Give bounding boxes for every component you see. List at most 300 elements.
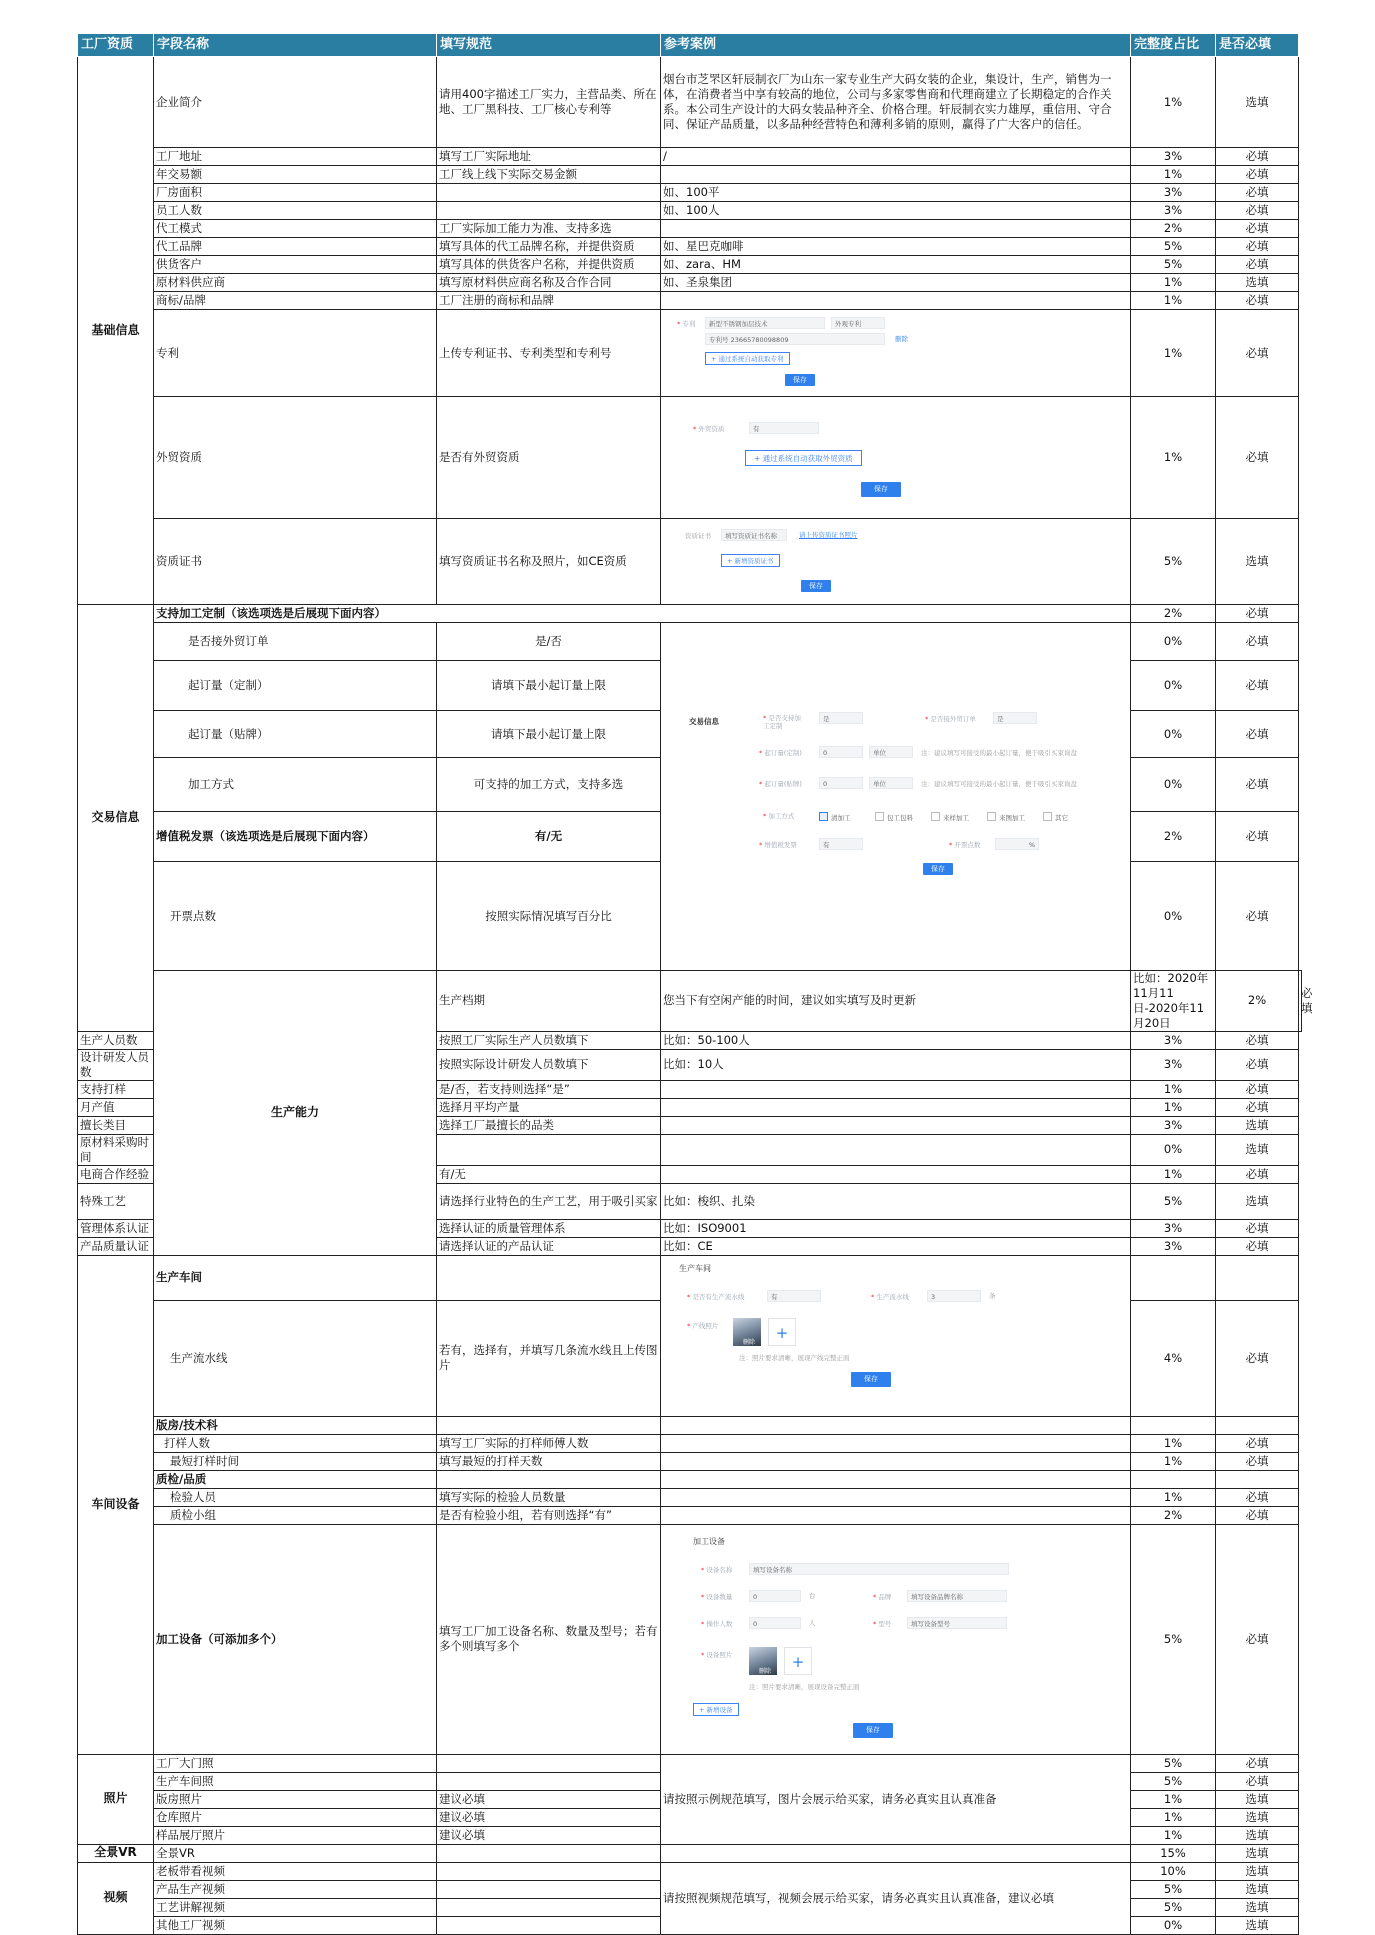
mock-label: * 型号 — [873, 1620, 891, 1628]
mock-label: * 专利 — [677, 320, 695, 328]
field-spec: 工厂线上线下实际交易金额 — [437, 166, 661, 184]
required-flag: 必填 — [1216, 256, 1299, 274]
required-flag: 必填 — [1216, 1506, 1299, 1524]
mock-field: 有 — [749, 422, 819, 434]
add-photo-icon[interactable]: + — [784, 1647, 812, 1675]
field-example: 如、圣泉集团 — [661, 274, 1131, 292]
mock-label: * 设备名称 — [701, 1566, 732, 1574]
required-flag: 必填 — [1216, 1754, 1299, 1772]
table-row — [78, 605, 1302, 623]
field-spec: 建议必填 — [437, 1808, 661, 1826]
header-cell: 参考案例 — [661, 34, 1131, 57]
field-name: 原材料采购时间 — [78, 1134, 154, 1165]
mock-label: * 起订量(定制) — [759, 749, 802, 757]
mock-note: 注：照片要求清晰，展现设备完整正面 — [749, 1683, 860, 1691]
completeness-pct: 3% — [1131, 148, 1216, 166]
mock-label: * 是否有生产流水线 — [687, 1293, 744, 1301]
field-example — [661, 1416, 1131, 1434]
mock-title: 加工设备 — [693, 1537, 725, 1546]
field-example — [661, 1452, 1131, 1470]
field-name: 特殊工艺 — [78, 1183, 154, 1219]
add-equipment-button[interactable]: + 新增设备 — [693, 1703, 739, 1716]
required-flag: 必填 — [1216, 605, 1299, 623]
required-flag: 选填 — [1216, 1116, 1299, 1134]
mock-field: % — [995, 838, 1039, 850]
field-name: 样品展厅照片 — [154, 1826, 437, 1844]
field-example — [661, 1134, 1131, 1165]
section-label: 生产能力 — [154, 971, 437, 1256]
field-example: 比如：ISO9001 — [661, 1219, 1131, 1237]
completeness-pct: 0% — [1131, 758, 1216, 812]
required-flag: 必填 — [1216, 1772, 1299, 1790]
field-example — [661, 1098, 1131, 1116]
required-flag: 必填 — [1216, 166, 1299, 184]
save-button[interactable]: 保存 — [853, 1723, 893, 1738]
field-name: 厂房面积 — [154, 184, 437, 202]
completeness-pct: 3% — [1131, 1031, 1216, 1049]
table-row — [78, 292, 1302, 310]
field-spec: 是/否，若支持则选择“是” — [437, 1080, 661, 1098]
header-cell: 填写规范 — [437, 34, 661, 57]
table-row — [78, 1754, 1302, 1772]
table-row — [78, 971, 1302, 1032]
completeness-pct: 1% — [1131, 274, 1216, 292]
header-cell: 是否必填 — [1216, 34, 1299, 57]
field-example — [661, 1488, 1131, 1506]
field-example — [661, 1165, 1131, 1183]
completeness-pct: 1% — [1131, 166, 1216, 184]
field-name: 版房照片 — [154, 1790, 437, 1808]
field-name: 工艺讲解视频 — [154, 1898, 437, 1916]
required-flag: 必填 — [1216, 758, 1299, 812]
table-row — [78, 184, 1302, 202]
field-name: 专利 — [154, 310, 437, 397]
field-name: 老板带看视频 — [154, 1862, 437, 1880]
factory-qualification-table — [77, 33, 1313, 1935]
completeness-pct: 2% — [1131, 1506, 1216, 1524]
completeness-pct: 0% — [1131, 1916, 1216, 1934]
mock-field: 0 — [749, 1617, 801, 1629]
auto-fetch-patent-button[interactable]: + 通过系统自动获取专利 — [705, 352, 790, 365]
add-photo-icon[interactable]: + — [768, 1318, 796, 1346]
mock-label: * 起订量(贴牌) — [759, 780, 802, 788]
completeness-pct: 3% — [1131, 184, 1216, 202]
field-name: 起订量（贴牌） — [154, 711, 437, 758]
field-name: 月产值 — [78, 1098, 154, 1116]
completeness-pct: 1% — [1131, 1808, 1216, 1826]
field-example — [661, 220, 1131, 238]
field-spec: 是/否 — [437, 623, 661, 661]
delete-link[interactable]: 删除 — [895, 335, 908, 343]
field-spec — [437, 1416, 661, 1434]
required-flag: 必填 — [1216, 220, 1299, 238]
completeness-pct: 1% — [1131, 1826, 1216, 1844]
required-flag: 选填 — [1216, 1134, 1299, 1165]
table-row — [78, 1434, 1302, 1452]
field-spec: 请选择认证的产品认证 — [437, 1237, 661, 1255]
required-flag: 必填 — [1216, 1031, 1299, 1049]
field-name: 资质证书 — [154, 519, 437, 605]
required-flag: 必填 — [1216, 1452, 1299, 1470]
completeness-pct — [1131, 1470, 1216, 1488]
completeness-pct — [1131, 1255, 1216, 1300]
completeness-pct: 0% — [1131, 711, 1216, 758]
save-button[interactable]: 保存 — [923, 863, 953, 875]
field-spec: 选择认证的质量管理体系 — [437, 1219, 661, 1237]
field-spec: 按照工厂实际生产人员数填下 — [437, 1031, 661, 1049]
field-example: 比如：2020年11月11日-2020年11月20日 — [1131, 971, 1216, 1032]
processing-option-checkbox[interactable]: 来图加工 — [987, 812, 1025, 822]
processing-option-checkbox[interactable]: 来样加工 — [931, 812, 969, 822]
table-row — [78, 1862, 1302, 1880]
field-example: 烟台市芝罘区轩辰制衣厂为山东一家专业生产大码女装的企业，集设计，生产，销售为一体，在消费者当中享有较高的地位，公司与多家零售商和代理商建立了长期稳定的合作关系。本公司生产设计的大码女装品种齐全、价格合理。轩辰制衣实力雄厚，重信用、守合同、保证产品质量，以多品种经营特色和薄利多销的原则，赢得了广大客户的信任。 — [661, 57, 1131, 148]
table-row — [78, 1470, 1302, 1488]
field-spec: 按照实际设计研发人员数填下 — [437, 1049, 661, 1080]
completeness-pct: 1% — [1131, 1434, 1216, 1452]
mock-label: * 开票点数 — [949, 841, 980, 849]
mock-select: 有 — [819, 838, 863, 850]
field-example: 如、zara、HM — [661, 256, 1131, 274]
required-flag: 必填 — [1216, 1488, 1299, 1506]
header-cell: 工厂资质 — [78, 34, 154, 57]
mock-note: 注：建议填写可接受的最小起订量，便于吸引买家询盘 — [921, 779, 1077, 788]
mock-field: 填写设备品牌名称 — [907, 1590, 1007, 1602]
field-spec — [437, 1754, 661, 1772]
required-flag: 必填 — [1216, 310, 1299, 397]
field-spec: 请用400字描述工厂实力，主营品类、所在地、工厂黑科技、工厂核心专利等 — [437, 57, 661, 148]
completeness-pct: 5% — [1131, 1754, 1216, 1772]
completeness-pct: 10% — [1131, 1862, 1216, 1880]
section-label: 交易信息 — [78, 605, 154, 1032]
completeness-pct: 1% — [1131, 310, 1216, 397]
mock-label: * 是否支持加工定制 — [763, 714, 803, 731]
required-flag: 必填 — [1216, 1300, 1299, 1416]
field-spec: 您当下有空闲产能的时间，建议如实填写及时更新 — [661, 971, 1131, 1032]
field-spec: 建议必填 — [437, 1826, 661, 1844]
mock-field: 0 — [819, 777, 863, 789]
processing-option-checkbox[interactable]: 清加工 — [819, 812, 851, 822]
mock-label: * 操作人数 — [701, 1620, 732, 1628]
mock-field: 3 — [927, 1290, 981, 1302]
mock-select: 有 — [767, 1290, 821, 1302]
field-name: 质检小组 — [154, 1506, 437, 1524]
completeness-pct: 1% — [1131, 1488, 1216, 1506]
mock-note: 注：建议填写可接受的最小起订量，便于吸引买家询盘 — [921, 748, 1077, 757]
field-spec: 可支持的加工方式，支持多选 — [437, 758, 661, 812]
field-spec: 填写工厂加工设备名称、数量及型号；若有多个则填写多个 — [437, 1524, 661, 1754]
required-flag: 必填 — [1216, 711, 1299, 758]
field-name: 是否接外贸订单 — [154, 623, 437, 661]
field-example: 如、100人 — [661, 202, 1131, 220]
field-example: 如、100平 — [661, 184, 1131, 202]
section-label: 全景VR — [78, 1844, 154, 1862]
field-example — [661, 166, 1131, 184]
upload-certificate-link[interactable]: 请上传资质证书照片 — [799, 530, 858, 539]
mock-unit: 条 — [989, 1291, 996, 1300]
field-spec: 填写最短的打样天数 — [437, 1452, 661, 1470]
field-spec — [437, 1862, 661, 1880]
table-row — [78, 57, 1302, 148]
required-flag: 必填 — [1216, 184, 1299, 202]
field-spec: 填写资质证书名称及照片，如CE资质 — [437, 519, 661, 605]
table-row — [78, 1452, 1302, 1470]
field-spec: 选择工厂最擅长的品类 — [437, 1116, 661, 1134]
field-name: 外贸资质 — [154, 397, 437, 519]
field-name: 员工人数 — [154, 202, 437, 220]
field-example — [661, 1080, 1131, 1098]
mock-label: * 设备照片 — [701, 1651, 732, 1659]
header-cell: 完整度占比 — [1131, 34, 1216, 57]
field-example: 如、星巴克咖啡 — [661, 238, 1131, 256]
field-name: 商标/品牌 — [154, 292, 437, 310]
table-row — [78, 1844, 1302, 1862]
table-row — [78, 1416, 1302, 1434]
field-example: 比如：CE — [661, 1237, 1131, 1255]
mock-note: 注：照片要求清晰，展现产线完整正面 — [739, 1353, 850, 1362]
mock-field: 填写资质证书名称 — [721, 529, 787, 541]
field-spec: 填写工厂实际的打样师傅人数 — [437, 1434, 661, 1452]
required-flag: 必填 — [1216, 202, 1299, 220]
mock-field: 单位 — [869, 746, 913, 758]
field-name: 最短打样时间 — [154, 1452, 437, 1470]
field-name: 产品质量认证 — [78, 1237, 154, 1255]
table-row — [78, 256, 1302, 274]
required-flag: 选填 — [1216, 1826, 1299, 1844]
completeness-pct: 3% — [1131, 1116, 1216, 1134]
certificate-form-mock — [661, 519, 1131, 605]
completeness-pct: 1% — [1131, 1098, 1216, 1116]
field-name: 擅长类目 — [78, 1116, 154, 1134]
field-example: 比如：梭织、扎染 — [661, 1183, 1131, 1219]
table-row — [78, 519, 1302, 605]
field-name: 版房/技术科 — [154, 1416, 437, 1434]
table-row — [78, 397, 1302, 519]
required-flag: 必填 — [1216, 623, 1299, 661]
photo-delete-label[interactable]: 删除 — [759, 1668, 772, 1675]
field-spec: 请选择行业特色的生产工艺，用于吸引买家 — [437, 1183, 661, 1219]
mock-unit: 台 — [809, 1592, 816, 1600]
mock-label: * 设备数量 — [701, 1593, 732, 1601]
field-spec: 工厂实际加工能力为准、支持多选 — [437, 220, 661, 238]
field-spec — [437, 1898, 661, 1916]
field-example: / — [661, 148, 1131, 166]
field-spec — [437, 1470, 661, 1488]
required-flag: 必填 — [1216, 148, 1299, 166]
completeness-pct: 3% — [1131, 202, 1216, 220]
field-spec — [437, 1772, 661, 1790]
table-row — [78, 1488, 1302, 1506]
field-example: 比如：50-100人 — [661, 1031, 1131, 1049]
table-row — [78, 238, 1302, 256]
field-spec: 请填下最小起订量上限 — [437, 711, 661, 758]
field-name: 生产流水线 — [154, 1300, 437, 1416]
section-label: 视频 — [78, 1862, 154, 1934]
mock-field: 新型不锈钢加层技术 — [705, 317, 825, 329]
completeness-pct: 0% — [1131, 623, 1216, 661]
field-spec: 工厂注册的商标和品牌 — [437, 292, 661, 310]
field-spec: 是否有检验小组，若有则选择“有” — [437, 1506, 661, 1524]
field-name: 加工方式 — [154, 758, 437, 812]
required-flag: 必填 — [1216, 1237, 1299, 1255]
table-row — [78, 166, 1302, 184]
required-flag: 选填 — [1216, 1862, 1299, 1880]
completeness-pct: 1% — [1131, 397, 1216, 519]
required-flag: 必填 — [1216, 1098, 1299, 1116]
field-name: 原材料供应商 — [154, 274, 437, 292]
field-name: 年交易额 — [154, 166, 437, 184]
completeness-pct: 3% — [1131, 1049, 1216, 1080]
add-certificate-button[interactable]: + 新增资质证书 — [721, 554, 780, 567]
mock-label: * 生产流水线 — [871, 1293, 909, 1301]
required-flag: 选填 — [1216, 274, 1299, 292]
table-row — [78, 220, 1302, 238]
completeness-pct: 0% — [1131, 661, 1216, 711]
field-example — [661, 1506, 1131, 1524]
field-name: 代工品牌 — [154, 238, 437, 256]
field-name: 生产档期 — [437, 971, 661, 1032]
required-flag: 选填 — [1216, 1808, 1299, 1826]
completeness-pct: 5% — [1131, 1880, 1216, 1898]
section-label: 车间设备 — [78, 1255, 154, 1754]
required-flag: 选填 — [1216, 1898, 1299, 1916]
required-flag: 必填 — [1216, 238, 1299, 256]
table-row — [78, 1524, 1302, 1754]
completeness-pct: 15% — [1131, 1844, 1216, 1862]
required-flag: 选填 — [1216, 57, 1299, 148]
required-flag: 选填 — [1216, 519, 1299, 605]
completeness-pct: 5% — [1131, 519, 1216, 605]
required-flag: 必填 — [1216, 1524, 1299, 1754]
processing-option-checkbox[interactable]: 包工包料 — [875, 812, 913, 822]
field-name: 代工模式 — [154, 220, 437, 238]
mock-title: 交易信息 — [689, 716, 719, 726]
field-spec — [437, 1844, 661, 1862]
required-flag: 必填 — [1216, 292, 1299, 310]
field-name: 增值税发票（该选项选是后展现下面内容） — [154, 812, 437, 862]
field-example — [661, 292, 1131, 310]
mock-label: * 加工方式 — [763, 812, 794, 820]
field-name: 产品生产视频 — [154, 1880, 437, 1898]
field-example — [661, 1844, 1131, 1862]
required-flag: 必填 — [1216, 397, 1299, 519]
mock-select: 是 — [819, 712, 863, 724]
field-name: 质检/品质 — [154, 1470, 437, 1488]
header-row — [78, 34, 1302, 57]
completeness-pct — [1131, 1416, 1216, 1434]
field-name: 企业简介 — [154, 57, 437, 148]
required-flag: 必填 — [1299, 971, 1302, 1032]
field-spec — [437, 1134, 661, 1165]
save-button[interactable]: 保存 — [851, 1372, 891, 1387]
required-flag — [1216, 1255, 1299, 1300]
field-name: 设计研发人员数 — [78, 1049, 154, 1080]
completeness-pct: 5% — [1131, 1524, 1216, 1754]
completeness-pct: 5% — [1131, 1772, 1216, 1790]
mock-label: 资质证书 — [685, 531, 711, 540]
mock-unit: 人 — [809, 1619, 816, 1627]
processing-option-checkbox[interactable]: 其它 — [1043, 812, 1068, 822]
required-flag: 必填 — [1216, 1049, 1299, 1080]
mock-label: * 产线照片 — [687, 1322, 718, 1330]
field-spec — [437, 184, 661, 202]
completeness-pct: 0% — [1131, 862, 1216, 971]
field-spec: 有/无 — [437, 812, 661, 862]
field-spec — [437, 1255, 661, 1300]
field-name: 起订量（定制） — [154, 661, 437, 711]
required-flag: 选填 — [1216, 1916, 1299, 1934]
completeness-pct: 1% — [1131, 1080, 1216, 1098]
mock-label: * 增值税发票 — [759, 841, 797, 849]
completeness-pct: 1% — [1131, 57, 1216, 148]
mock-title: 生产车间 — [679, 1263, 711, 1273]
completeness-pct: 2% — [1131, 812, 1216, 862]
table-row — [78, 202, 1302, 220]
field-example: 请按照示例规范填写，图片会展示给买家，请务必真实且认真准备 — [661, 1754, 1131, 1844]
required-flag: 选填 — [1216, 1880, 1299, 1898]
save-button[interactable]: 保存 — [861, 482, 901, 497]
field-spec — [437, 1916, 661, 1934]
field-name: 生产车间照 — [154, 1772, 437, 1790]
field-spec: 填写工厂实际地址 — [437, 148, 661, 166]
field-spec: 按照实际情况填写百分比 — [437, 862, 661, 971]
foreign-trade-form-mock — [661, 397, 1131, 519]
table-row — [78, 1506, 1302, 1524]
mock-field: 单位 — [869, 777, 913, 789]
mock-label: * 是否接外贸订单 — [925, 715, 976, 723]
required-flag — [1216, 1416, 1299, 1434]
table-row — [78, 148, 1302, 166]
required-flag: 必填 — [1216, 1080, 1299, 1098]
mock-field: 填写设备名称 — [749, 1563, 1009, 1575]
field-name: 开票点数 — [154, 862, 437, 971]
mock-field: 专利号 23665780098809 — [705, 333, 885, 345]
field-example — [661, 1434, 1131, 1452]
required-flag: 必填 — [1216, 1434, 1299, 1452]
field-name: 生产车间 — [154, 1255, 437, 1300]
required-flag — [1216, 1470, 1299, 1488]
field-name: 管理体系认证 — [78, 1219, 154, 1237]
completeness-pct: 3% — [1131, 1237, 1216, 1255]
save-button[interactable]: 保存 — [801, 580, 831, 592]
field-spec: 有/无 — [437, 1165, 661, 1183]
completeness-pct: 2% — [1131, 605, 1216, 623]
completeness-pct: 2% — [1131, 220, 1216, 238]
field-name: 电商合作经验 — [78, 1165, 154, 1183]
completeness-pct: 5% — [1131, 1183, 1216, 1219]
mock-field: 0 — [819, 746, 863, 758]
section-label: 基础信息 — [78, 57, 154, 605]
auto-fetch-trade-qualification-button[interactable]: + 通过系统自动获取外贸资质 — [745, 450, 862, 466]
required-flag: 必填 — [1216, 1219, 1299, 1237]
equipment-form-mock — [661, 1524, 1131, 1754]
required-flag: 选填 — [1216, 1183, 1299, 1219]
completeness-pct: 1% — [1131, 1165, 1216, 1183]
completeness-pct: 0% — [1131, 1134, 1216, 1165]
save-button[interactable]: 保存 — [785, 374, 815, 386]
photo-delete-label[interactable]: 删除 — [743, 1338, 756, 1346]
field-spec: 填写具体的代工品牌名称，并提供资质 — [437, 238, 661, 256]
field-spec — [437, 202, 661, 220]
field-spec: 是否有外贸资质 — [437, 397, 661, 519]
completeness-pct: 4% — [1131, 1300, 1216, 1416]
field-spec: 建议必填 — [437, 1790, 661, 1808]
field-spec: 填写实际的检验人员数量 — [437, 1488, 661, 1506]
field-spec: 请填下最小起订量上限 — [437, 661, 661, 711]
required-flag: 必填 — [1216, 812, 1299, 862]
mock-field: 填写设备型号 — [907, 1617, 1007, 1629]
field-spec: 填写原材料供应商名称及合作合同 — [437, 274, 661, 292]
trade-info-form-mock — [661, 623, 1131, 971]
